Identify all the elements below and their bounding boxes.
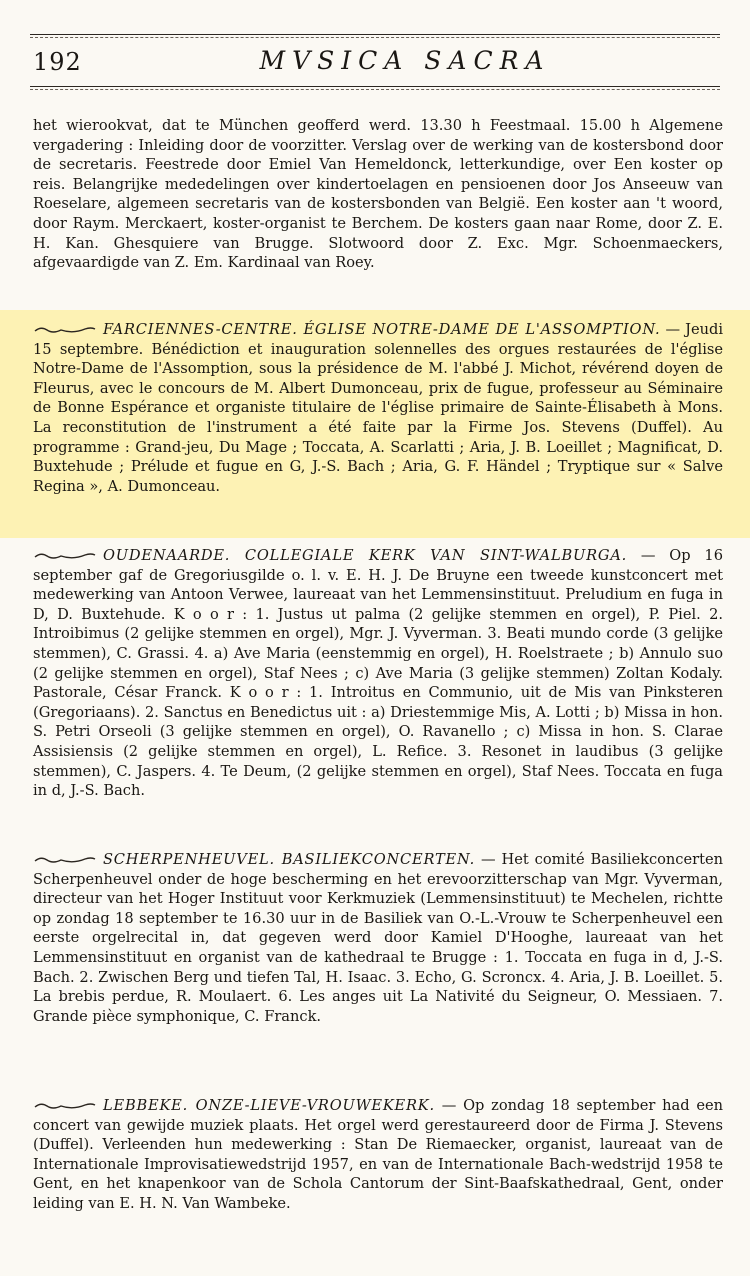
ornament-swirl-icon (33, 325, 97, 335)
section-farciennes (33, 320, 723, 496)
ornament-swirl-icon (33, 1101, 97, 1111)
ornament-swirl-icon (33, 855, 97, 865)
section-text: — Het comité Basiliekconcerten Scherpenheuvel onder de hoge bescherming en het erevoorzitterschap van Mgr. Vyverman, directeur van het Hoger Instituut voor Kerkmuziek (Lemmensinstituut) te Mechelen, richtte op zondag 18 september te 16.30 uur in de Basiliek van O.-L.-Vrouw te Scherpenheuvel een eerste orgelrecital in, dat gegeven werd door Kamiel D'Hooghe, laureaat van het Lemmensinstituut en organist van de kathedraal te Brugge : 1. Toccata en fuga in d, J.-S. Bach. 2. Zwischen Berg und tiefen Tal, H. Isaac. 3. Echo, G. Scroncx. 4. Aria, J. B. Loeillet. 5. La brebis perdue, R. Moulaert. 6. Les anges uit La Nativité du Seigneur, O. Messiaen. 7. Grande pièce symphonique, C. Franck. (33, 851, 723, 1025)
header-rule-bottom-dashed (30, 89, 720, 90)
intro-paragraph (33, 116, 723, 273)
ornament-swirl-icon (33, 551, 97, 561)
section-scherpenheuvel (33, 850, 723, 1026)
section-lebbeke (33, 1096, 723, 1214)
header-rule-bottom (30, 86, 720, 87)
section-oudenaarde (33, 546, 723, 801)
running-title: MVSICA SACRA (259, 46, 551, 75)
section-text: — Op 16 september gaf de Gregoriusgilde o. l. v. E. H. J. De Bruyne een tweede kunstconcert met medewerking van Antoon Verwee, laureaat van het Lemmensinstituut. Preludium en fuga in D, D. Buxtehude. K o o r : 1. Justus ut palma (2 gelijke stemmen en orgel), P. Piel. 2. Introibimus (2 gelijke stemmen en orgel), Mgr. J. Vyverman. 3. Beati mundo corde (3 gelijke stemmen), C. Grassi. 4. a) Ave Maria (eenstemmig en orgel), H. Roelstraete ; b) Annulo suo (2 gelijke stemmen en orgel), Staf Nees ; c) Ave Maria (3 gelijke stemmen) Zoltan Kodaly. Pastorale, César Franck. K o o r : 1. Introitus en Communio, uit de Mis van Pinksteren (Gregoriaans). 2. Sanctus en Benedictus uit : a) Driestemmige Mis, A. Lotti ; b) Missa in hon. S. Petri Orseoli (3 gelijke stemmen en orgel), O. Ravanello ; c) Missa in hon. S. Clarae Assisiensis (2 gelijke stemmen en orgel), L. Refice. 3. Resonet in laudibus (3 gelijke stemmen), C. Jaspers. 4. Te Deum, (2 gelijke stemmen en orgel), Staf Nees. Toccata en fuga in d, J.-S. Bach. (33, 547, 723, 800)
section-heading: OUDENAARDE. COLLEGIALE KERK VAN SINT-WALBURGA. (103, 547, 628, 564)
section-heading: SCHERPENHEUVEL. BASILIEKCONCERTEN. (103, 851, 476, 868)
page-number: 192 (33, 48, 82, 76)
section-heading: FARCIENNES-CENTRE. ÉGLISE NOTRE-DAME DE L'ASSOMPTION. (103, 321, 661, 338)
intro-text: het wierookvat, dat te München geofferd werd. 13.30 h Feestmaal. 15.00 h Algemene vergadering : Inleiding door de voorzitter. Verslag over de werking van de kostersbond door de secretaris. Feestrede door Emiel Van Hemeldonck, letterkundige, over Een koster op reis. Belangrijke mededelingen over kindertoelagen en pensioenen door Jos Anseeuw van Roeselare, algemeen secretaris van de kostersbonden van België. Een koster aan 't woord, door Raym. Merckaert, koster-organist te Berchem. De kosters gaan naar Rome, door Z. E. H. Kan. Ghesquiere van Brugge. Slotwoord door Z. Exc. Mgr. Schoenmaeckers, afgevaardigde van Z. Em. Kardinaal van Roey. (33, 117, 723, 272)
section-text: — Op zondag 18 september had een concert van gewijde muziek plaats. Het orgel werd gerestaureerd door de Firma J. Stevens (Duffel). Verleenden hun medewerking : Stan De Riemaecker, organist, laureaat van de Internationale Improvisatiewedstrijd 1957, en van de Internationale Bach-wedstrijd 1958 te Gent, en het knapenkoor van de Schola Cantorum der Sint-Baafskathedraal, Gent, onder leiding van E. H. N. Van Wambeke. (33, 1097, 723, 1212)
header-rule-top (30, 34, 720, 35)
section-text: — Jeudi 15 septembre. Bénédiction et inauguration solennelles des orgues restaurées de l'église Notre-Dame de l'Assomption, sous la présidence de M. l'abbé J. Michot, révérend doyen de Fleurus, avec le concours de M. Albert Dumonceau, prix de fugue, professeur au Séminaire de Bonne Espérance et organiste titulaire de l'église primaire de Sainte-Élisabeth à Mons. La reconstitution de l'instrument a été faite par la Firme Jos. Stevens (Duffel). Au programme : Grand-jeu, Du Mage ; Toccata, A. Scarlatti ; Aria, J. B. Loeillet ; Magnificat, D. Buxtehude ; Prélude et fugue en G, J.-S. Bach ; Aria, G. F. Händel ; Tryptique sur « Salve Regina », A. Dumonceau. (33, 321, 723, 495)
section-heading: LEBBEKE. ONZE-LIEVE-VROUWEKERK. (103, 1097, 435, 1114)
header-rule-top-dashed (30, 37, 720, 38)
